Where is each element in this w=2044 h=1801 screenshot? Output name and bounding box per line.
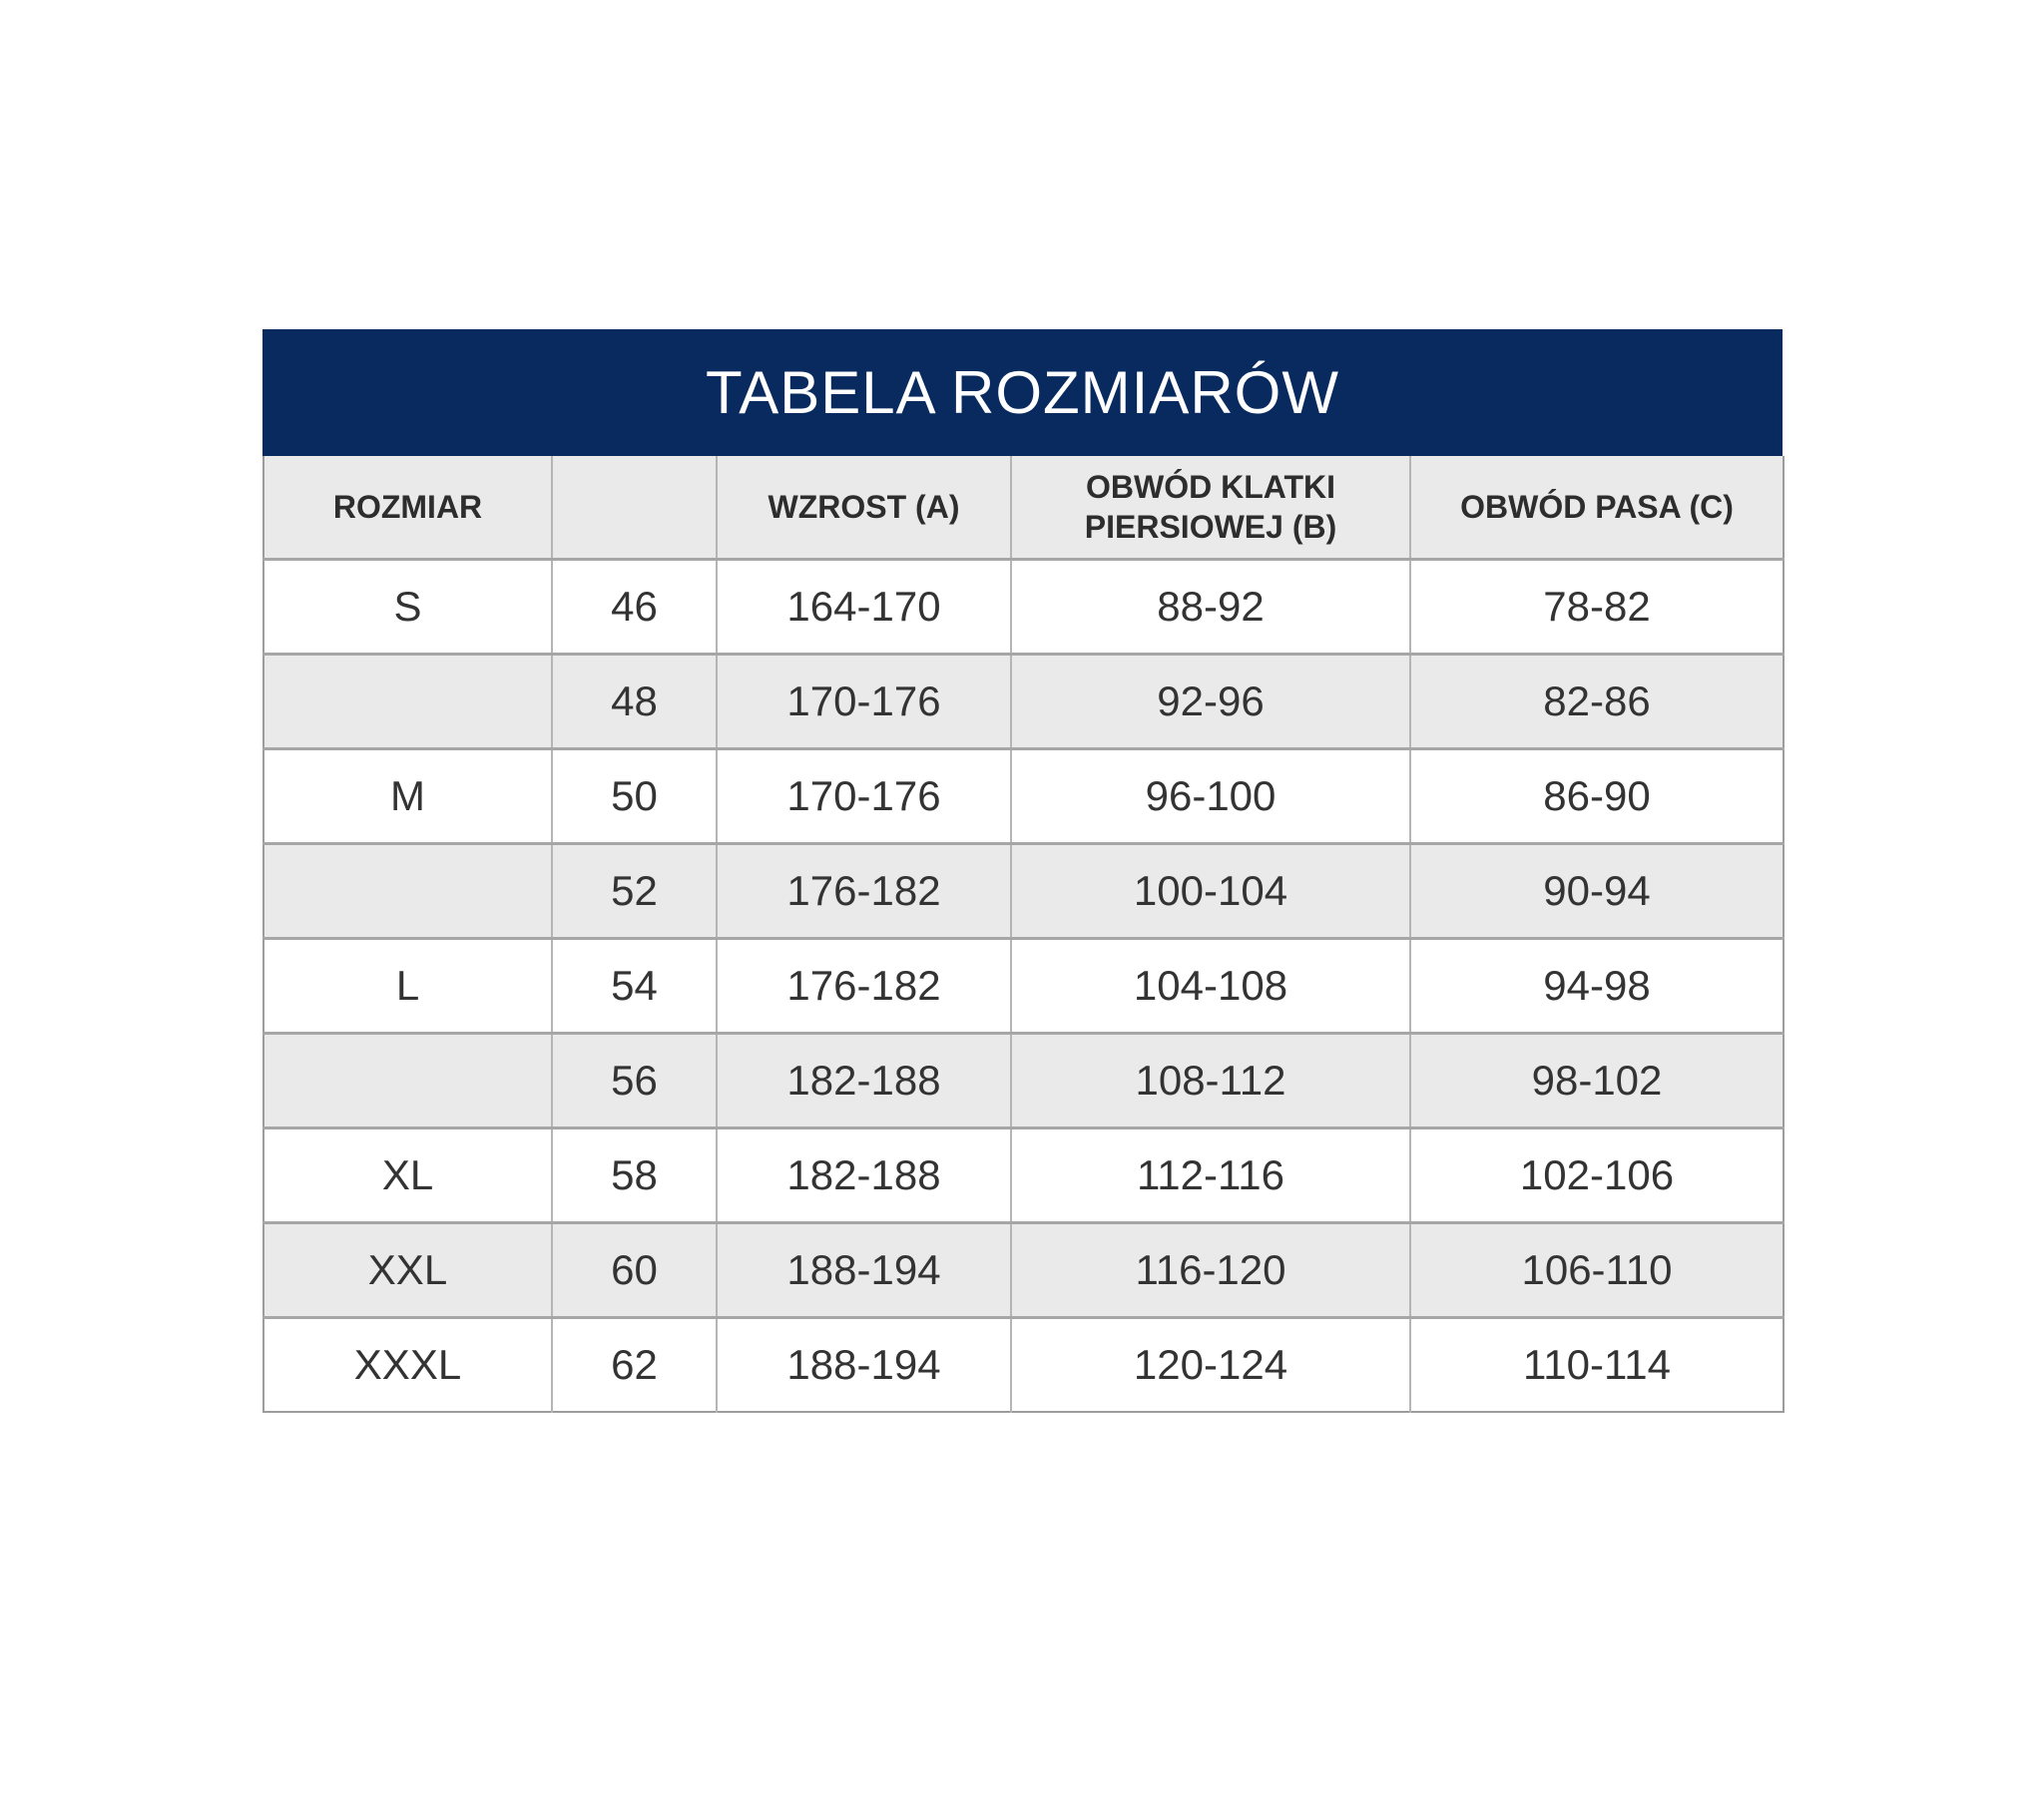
table-cell: 176-182 (717, 938, 1011, 1033)
table-cell: 112-116 (1011, 1127, 1410, 1222)
table-cell: XL (263, 1127, 552, 1222)
table-cell: 176-182 (717, 843, 1011, 938)
table-cell: 94-98 (1410, 938, 1784, 1033)
table-cell: 98-102 (1410, 1033, 1784, 1127)
table-cell (263, 843, 552, 938)
table-cell: 82-86 (1410, 654, 1784, 748)
table-cell: 62 (552, 1317, 717, 1412)
table-cell: 116-120 (1011, 1222, 1410, 1317)
table-cell: 58 (552, 1127, 717, 1222)
table-title-bar (262, 329, 1783, 456)
table-row (263, 1222, 1784, 1317)
column-header-4: OBWÓD KLATKI PIERSIOWEJ (B) (1011, 456, 1410, 559)
column-header-3: WZROST (A) (717, 456, 1011, 559)
table-cell: 46 (552, 559, 717, 654)
table-header-row (263, 456, 1784, 559)
size-chart (262, 329, 1783, 1413)
table-cell: 100-104 (1011, 843, 1410, 938)
table-cell: 120-124 (1011, 1317, 1410, 1412)
table-cell: 96-100 (1011, 748, 1410, 843)
table-cell: 170-176 (717, 748, 1011, 843)
table-row (263, 1033, 1784, 1127)
table-cell: 88-92 (1011, 559, 1410, 654)
table-cell: 108-112 (1011, 1033, 1410, 1127)
table-cell (263, 1033, 552, 1127)
table-row (263, 748, 1784, 843)
table-cell: 188-194 (717, 1222, 1011, 1317)
table-body (263, 559, 1784, 1412)
column-header-1: ROZMIAR (263, 456, 552, 559)
table-title: TABELA ROZMIARÓW (706, 359, 1339, 426)
table-cell: 50 (552, 748, 717, 843)
table-cell: 102-106 (1410, 1127, 1784, 1222)
table-cell: 86-90 (1410, 748, 1784, 843)
table-cell: 182-188 (717, 1127, 1011, 1222)
table-cell: XXXL (263, 1317, 552, 1412)
table-row (263, 1317, 1784, 1412)
table-cell: 92-96 (1011, 654, 1410, 748)
column-header-2 (552, 456, 717, 559)
table-cell: 52 (552, 843, 717, 938)
table-cell: 188-194 (717, 1317, 1011, 1412)
table-cell: S (263, 559, 552, 654)
table-cell: 106-110 (1410, 1222, 1784, 1317)
table-cell: 78-82 (1410, 559, 1784, 654)
table-cell: 164-170 (717, 559, 1011, 654)
table-cell: 182-188 (717, 1033, 1011, 1127)
column-header-5: OBWÓD PASA (C) (1410, 456, 1784, 559)
table-cell: 48 (552, 654, 717, 748)
table-cell: 170-176 (717, 654, 1011, 748)
table-cell: XXL (263, 1222, 552, 1317)
table-row (263, 843, 1784, 938)
table-row (263, 1127, 1784, 1222)
table-cell: 110-114 (1410, 1317, 1784, 1412)
size-table (262, 456, 1785, 1413)
table-cell: 56 (552, 1033, 717, 1127)
table-cell: 90-94 (1410, 843, 1784, 938)
table-cell: M (263, 748, 552, 843)
table-cell: L (263, 938, 552, 1033)
table-row (263, 654, 1784, 748)
table-cell: 104-108 (1011, 938, 1410, 1033)
table-row (263, 559, 1784, 654)
table-row (263, 938, 1784, 1033)
table-cell (263, 654, 552, 748)
table-cell: 60 (552, 1222, 717, 1317)
table-cell: 54 (552, 938, 717, 1033)
